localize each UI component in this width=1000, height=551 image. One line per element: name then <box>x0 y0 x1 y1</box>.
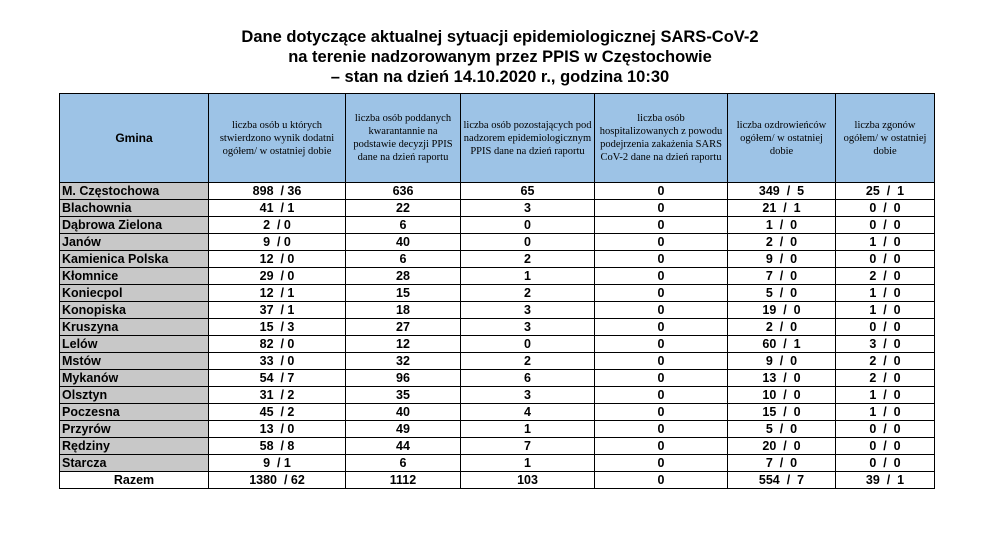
positive-cases-cell: 33 / 0 <box>209 353 346 370</box>
header-quarantine: liczba osób poddanych kwarantannie na podstawie decyzji PPIS dane na dzień raportu <box>346 94 461 183</box>
gmina-name-cell: Olsztyn <box>60 387 209 404</box>
gmina-name-cell: Poczesna <box>60 404 209 421</box>
surveillance-cell: 1 <box>461 268 595 285</box>
positive-cases-cell: 2 / 0 <box>209 217 346 234</box>
quarantine-cell: 44 <box>346 438 461 455</box>
deaths-cell: 2 / 0 <box>836 370 935 387</box>
title-line-3: – stan na dzień 14.10.2020 r., godzina 10:30 <box>330 68 670 86</box>
quarantine-cell: 32 <box>346 353 461 370</box>
surveillance-cell: 0 <box>461 217 595 234</box>
positive-cases-cell: 31 / 2 <box>209 387 346 404</box>
deaths-cell: 0 / 0 <box>836 319 935 336</box>
surveillance-cell: 6 <box>461 370 595 387</box>
hospitalized-cell: 0 <box>595 438 728 455</box>
gmina-name-cell: Rędziny <box>60 438 209 455</box>
surveillance-cell: 0 <box>461 336 595 353</box>
gmina-name-cell: Przyrów <box>60 421 209 438</box>
recovered-cell: 7 / 0 <box>728 455 836 472</box>
header-hospitalized: liczba osób hospitalizowanych z powodu podejrzenia zakażenia SARS CoV-2 dane na dzień raportu <box>595 94 728 183</box>
table-row <box>60 421 935 438</box>
surveillance-cell: 7 <box>461 438 595 455</box>
deaths-cell: 2 / 0 <box>836 353 935 370</box>
deaths-cell: 1 / 0 <box>836 234 935 251</box>
surveillance-cell: 3 <box>461 200 595 217</box>
recovered-cell: 15 / 0 <box>728 404 836 421</box>
gmina-name-cell: Mykanów <box>60 370 209 387</box>
surveillance-cell: 1 <box>461 421 595 438</box>
recovered-cell: 60 / 1 <box>728 336 836 353</box>
positive-cases-cell: 15 / 3 <box>209 319 346 336</box>
positive-cases-cell: 37 / 1 <box>209 302 346 319</box>
header-positive-cases: liczba osób u których stwierdzono wynik dodatni ogółem/ w ostatniej dobie <box>209 94 346 183</box>
quarantine-cell: 22 <box>346 200 461 217</box>
quarantine-cell: 28 <box>346 268 461 285</box>
table-row <box>60 404 935 421</box>
hospitalized-cell: 0 <box>595 319 728 336</box>
deaths-cell: 0 / 0 <box>836 251 935 268</box>
gmina-name-cell: Kłomnice <box>60 268 209 285</box>
gmina-name-cell: Kruszyna <box>60 319 209 336</box>
gmina-name-cell: Dąbrowa Zielona <box>60 217 209 234</box>
surveillance-cell: 2 <box>461 251 595 268</box>
quarantine-cell: 6 <box>346 251 461 268</box>
table-row <box>60 438 935 455</box>
hospitalized-cell: 0 <box>595 268 728 285</box>
positive-cases-cell: 58 / 8 <box>209 438 346 455</box>
hospitalized-cell: 0 <box>595 217 728 234</box>
table-row <box>60 302 935 319</box>
hospitalized-cell: 0 <box>595 285 728 302</box>
hospitalized-cell: 0 <box>595 421 728 438</box>
surveillance-cell: 3 <box>461 387 595 404</box>
quarantine-cell: 6 <box>346 455 461 472</box>
surveillance-cell: 0 <box>461 234 595 251</box>
deaths-cell: 0 / 0 <box>836 455 935 472</box>
table-row <box>60 183 935 200</box>
gmina-name-cell: Kamienica Polska <box>60 251 209 268</box>
gmina-name-cell: M. Częstochowa <box>60 183 209 200</box>
table-row <box>60 200 935 217</box>
hospitalized-cell: 0 <box>595 455 728 472</box>
quarantine-cell: 636 <box>346 183 461 200</box>
table-row <box>60 319 935 336</box>
table-row <box>60 217 935 234</box>
table-row <box>60 285 935 302</box>
report-title <box>0 27 1000 87</box>
title-line-2: na terenie nadzorowanym przez PPIS w Częstochowie <box>288 48 712 66</box>
table-row <box>60 455 935 472</box>
gmina-name-cell: Janów <box>60 234 209 251</box>
positive-cases-cell: 9 / 1 <box>209 455 346 472</box>
table-row <box>60 268 935 285</box>
gmina-name-cell: Lelów <box>60 336 209 353</box>
epidemiological-table <box>59 93 935 489</box>
recovered-cell: 13 / 0 <box>728 370 836 387</box>
recovered-cell: 19 / 0 <box>728 302 836 319</box>
recovered-cell: 554 / 7 <box>728 472 836 489</box>
title-line-1: Dane dotyczące aktualnej sytuacji epidemiologicznej SARS-CoV-2 <box>241 28 759 46</box>
hospitalized-cell: 0 <box>595 353 728 370</box>
deaths-cell: 1 / 0 <box>836 302 935 319</box>
deaths-cell: 3 / 0 <box>836 336 935 353</box>
table-row <box>60 336 935 353</box>
deaths-cell: 1 / 0 <box>836 404 935 421</box>
header-surveillance: liczba osób pozostających pod nadzorem epidemiologicznym PPIS dane na dzień raportu <box>461 94 595 183</box>
recovered-cell: 5 / 0 <box>728 285 836 302</box>
positive-cases-cell: 898 / 36 <box>209 183 346 200</box>
positive-cases-cell: 13 / 0 <box>209 421 346 438</box>
positive-cases-cell: 1380 / 62 <box>209 472 346 489</box>
positive-cases-cell: 82 / 0 <box>209 336 346 353</box>
hospitalized-cell: 0 <box>595 183 728 200</box>
positive-cases-cell: 12 / 1 <box>209 285 346 302</box>
hospitalized-cell: 0 <box>595 234 728 251</box>
quarantine-cell: 49 <box>346 421 461 438</box>
surveillance-cell: 2 <box>461 353 595 370</box>
surveillance-cell: 4 <box>461 404 595 421</box>
deaths-cell: 39 / 1 <box>836 472 935 489</box>
header-deaths: liczba zgonów ogółem/ w ostatniej dobie <box>836 94 935 183</box>
gmina-name-cell: Konopiska <box>60 302 209 319</box>
quarantine-cell: 40 <box>346 404 461 421</box>
surveillance-cell: 3 <box>461 302 595 319</box>
hospitalized-cell: 0 <box>595 302 728 319</box>
hospitalized-cell: 0 <box>595 200 728 217</box>
surveillance-cell: 65 <box>461 183 595 200</box>
hospitalized-cell: 0 <box>595 387 728 404</box>
table-row <box>60 234 935 251</box>
recovered-cell: 21 / 1 <box>728 200 836 217</box>
table-row <box>60 353 935 370</box>
table-row <box>60 387 935 404</box>
hospitalized-cell: 0 <box>595 251 728 268</box>
surveillance-cell: 1 <box>461 455 595 472</box>
quarantine-cell: 96 <box>346 370 461 387</box>
hospitalized-cell: 0 <box>595 404 728 421</box>
gmina-name-cell: Mstów <box>60 353 209 370</box>
recovered-cell: 5 / 0 <box>728 421 836 438</box>
recovered-cell: 9 / 0 <box>728 251 836 268</box>
quarantine-cell: 27 <box>346 319 461 336</box>
gmina-name-cell: Blachownia <box>60 200 209 217</box>
deaths-cell: 1 / 0 <box>836 387 935 404</box>
hospitalized-cell: 0 <box>595 336 728 353</box>
positive-cases-cell: 45 / 2 <box>209 404 346 421</box>
surveillance-cell: 2 <box>461 285 595 302</box>
quarantine-cell: 1112 <box>346 472 461 489</box>
quarantine-cell: 12 <box>346 336 461 353</box>
gmina-name-cell: Koniecpol <box>60 285 209 302</box>
surveillance-cell: 3 <box>461 319 595 336</box>
recovered-cell: 1 / 0 <box>728 217 836 234</box>
gmina-name-cell: Razem <box>60 472 209 489</box>
header-recovered: liczba ozdrowieńców ogółem/ w ostatniej dobie <box>728 94 836 183</box>
deaths-cell: 0 / 0 <box>836 438 935 455</box>
table-row <box>60 370 935 387</box>
positive-cases-cell: 12 / 0 <box>209 251 346 268</box>
header-gmina: Gmina <box>60 94 209 183</box>
recovered-cell: 349 / 5 <box>728 183 836 200</box>
hospitalized-cell: 0 <box>595 472 728 489</box>
positive-cases-cell: 29 / 0 <box>209 268 346 285</box>
deaths-cell: 25 / 1 <box>836 183 935 200</box>
quarantine-cell: 6 <box>346 217 461 234</box>
recovered-cell: 2 / 0 <box>728 319 836 336</box>
positive-cases-cell: 9 / 0 <box>209 234 346 251</box>
hospitalized-cell: 0 <box>595 370 728 387</box>
recovered-cell: 9 / 0 <box>728 353 836 370</box>
quarantine-cell: 15 <box>346 285 461 302</box>
recovered-cell: 7 / 0 <box>728 268 836 285</box>
table-row <box>60 251 935 268</box>
recovered-cell: 2 / 0 <box>728 234 836 251</box>
deaths-cell: 0 / 0 <box>836 217 935 234</box>
surveillance-cell: 103 <box>461 472 595 489</box>
deaths-cell: 0 / 0 <box>836 200 935 217</box>
recovered-cell: 20 / 0 <box>728 438 836 455</box>
header-row <box>60 94 935 183</box>
positive-cases-cell: 41 / 1 <box>209 200 346 217</box>
quarantine-cell: 35 <box>346 387 461 404</box>
gmina-name-cell: Starcza <box>60 455 209 472</box>
deaths-cell: 1 / 0 <box>836 285 935 302</box>
quarantine-cell: 18 <box>346 302 461 319</box>
deaths-cell: 2 / 0 <box>836 268 935 285</box>
positive-cases-cell: 54 / 7 <box>209 370 346 387</box>
quarantine-cell: 40 <box>346 234 461 251</box>
deaths-cell: 0 / 0 <box>836 421 935 438</box>
recovered-cell: 10 / 0 <box>728 387 836 404</box>
total-row <box>60 472 935 489</box>
